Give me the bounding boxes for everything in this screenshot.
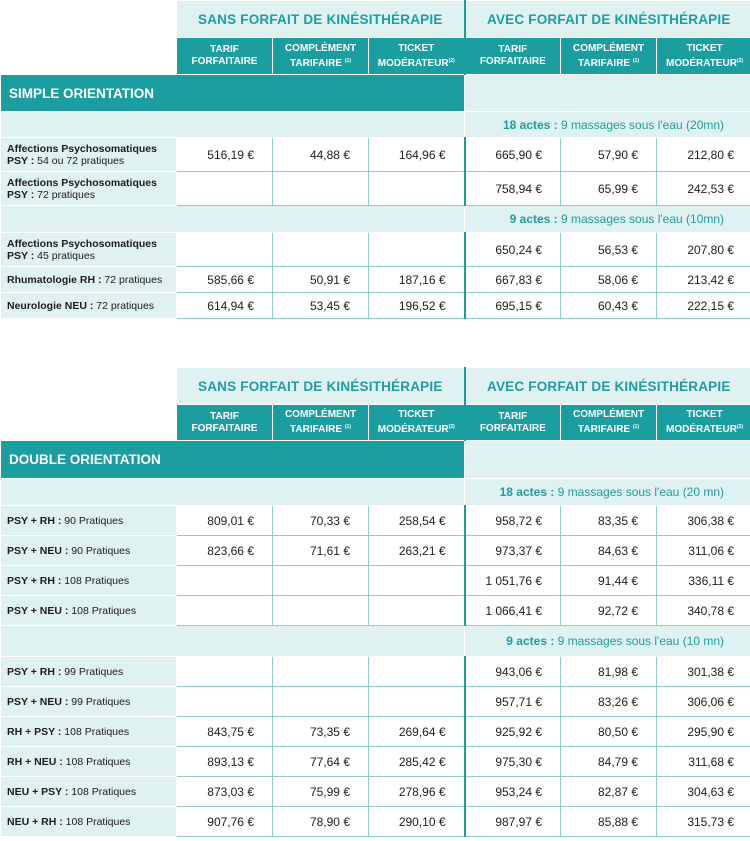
value-cell: 50,91 € [273, 267, 369, 293]
col-header-complement-tarifaire: COMPLÉMENT TARIFAIRE $^{(1)}$ [273, 405, 369, 441]
value-cell [273, 233, 369, 267]
value-cell: 242,53 € [657, 172, 750, 206]
value-cell: 71,61 € [273, 536, 369, 566]
table-row [1, 807, 750, 837]
value-cell: 1 051,76 € [465, 566, 561, 596]
value-cell [273, 566, 369, 596]
value-cell: 953,24 € [465, 777, 561, 807]
corner-blank [1, 1, 177, 38]
value-cell: 925,92 € [465, 717, 561, 747]
value-cell: 83,26 € [561, 687, 657, 717]
group-header-sans-forfait: SANS FORFAIT DE KINÉSITHÉRAPIE [177, 368, 465, 405]
value-cell [177, 233, 273, 267]
corner-blank [1, 368, 177, 405]
table-row [1, 536, 750, 566]
value-cell: 516,19 € [177, 138, 273, 172]
value-cell: 207,80 € [657, 233, 750, 267]
value-cell: 295,90 € [657, 717, 750, 747]
value-cell [177, 172, 273, 206]
value-cell: 304,63 € [657, 777, 750, 807]
col-header-ticket-moderateur: TICKET MODÉRATEUR$^{(2)}$ [657, 405, 750, 441]
value-cell: 213,42 € [657, 267, 750, 293]
value-cell [177, 657, 273, 687]
row-label: Affections Psychosomatiques PSY : 45 pratiques [1, 233, 177, 267]
value-cell: 258,54 € [369, 506, 465, 536]
table-row [1, 172, 750, 206]
value-cell: 306,38 € [657, 506, 750, 536]
value-cell: 56,53 € [561, 233, 657, 267]
value-cell: 843,75 € [177, 717, 273, 747]
value-cell: 83,35 € [561, 506, 657, 536]
value-cell: 70,33 € [273, 506, 369, 536]
value-cell: 907,76 € [177, 807, 273, 837]
value-cell [369, 596, 465, 626]
value-cell [177, 687, 273, 717]
row-label: PSY + RH : 99 Pratiques [1, 657, 177, 687]
col-header-tarif-forfaitaire: TARIF FORFAITAIRE [177, 405, 273, 441]
table-row [1, 506, 750, 536]
value-cell: 585,66 € [177, 267, 273, 293]
band-empty [1, 479, 465, 506]
band-empty [1, 626, 465, 657]
table-row [1, 747, 750, 777]
value-cell: 53,45 € [273, 293, 369, 319]
value-cell [369, 566, 465, 596]
band-empty [1, 112, 465, 138]
value-cell: 873,03 € [177, 777, 273, 807]
value-cell: 73,35 € [273, 717, 369, 747]
value-cell [177, 566, 273, 596]
col-header-ticket-moderateur: TICKET MODÉRATEUR$^{(2)}$ [657, 38, 750, 75]
value-cell: 196,52 € [369, 293, 465, 319]
table-row [1, 717, 750, 747]
value-cell: 340,78 € [657, 596, 750, 626]
value-cell: 222,15 € [657, 293, 750, 319]
value-cell: 80,50 € [561, 717, 657, 747]
value-cell: 164,96 € [369, 138, 465, 172]
group-header-avec-forfait: AVEC FORFAIT DE KINÉSITHÉRAPIE [465, 1, 750, 38]
table-row [1, 293, 750, 319]
value-cell: 809,01 € [177, 506, 273, 536]
value-cell: 823,66 € [177, 536, 273, 566]
row-label: PSY + NEU : 99 Pratiques [1, 687, 177, 717]
value-cell: 665,90 € [465, 138, 561, 172]
col-header-complement-tarifaire: COMPLÉMENT TARIFAIRE $^{(1)}$ [561, 405, 657, 441]
value-cell: 65,99 € [561, 172, 657, 206]
value-cell: 650,24 € [465, 233, 561, 267]
group-header-sans-forfait: SANS FORFAIT DE KINÉSITHÉRAPIE [177, 1, 465, 38]
value-cell: 82,87 € [561, 777, 657, 807]
value-cell: 336,11 € [657, 566, 750, 596]
value-cell: 695,15 € [465, 293, 561, 319]
value-cell: 311,06 € [657, 536, 750, 566]
col-header-tarif-forfaitaire: TARIF FORFAITAIRE [177, 38, 273, 75]
band-label-9-actes: 9 actes : 9 massages sous l'eau (10mn) [465, 206, 750, 233]
value-cell: 957,71 € [465, 687, 561, 717]
table-row [1, 777, 750, 807]
row-label: PSY + NEU : 108 Pratiques [1, 596, 177, 626]
corner-blank [1, 405, 177, 441]
value-cell: 893,13 € [177, 747, 273, 777]
band-label-18-actes: 18 actes : 9 massages sous l'eau (20mn) [465, 112, 750, 138]
value-cell [273, 596, 369, 626]
section-title-fill [465, 441, 750, 479]
col-header-ticket-moderateur: TICKET MODÉRATEUR$^{(2)}$ [369, 405, 465, 441]
value-cell: 78,90 € [273, 807, 369, 837]
value-cell: 263,21 € [369, 536, 465, 566]
value-cell: 60,43 € [561, 293, 657, 319]
value-cell: 758,94 € [465, 172, 561, 206]
col-header-complement-tarifaire: COMPLÉMENT TARIFAIRE $^{(1)}$ [561, 38, 657, 75]
value-cell: 92,72 € [561, 596, 657, 626]
row-label: RH + PSY : 108 Pratiques [1, 717, 177, 747]
corner-blank [1, 38, 177, 75]
row-label: Neurologie NEU : 72 pratiques [1, 293, 177, 319]
value-cell [369, 172, 465, 206]
row-label: PSY + RH : 108 Pratiques [1, 566, 177, 596]
row-label: NEU + RH : 108 Pratiques [1, 807, 177, 837]
value-cell: 943,06 € [465, 657, 561, 687]
value-cell [369, 233, 465, 267]
value-cell: 44,88 € [273, 138, 369, 172]
value-cell: 84,63 € [561, 536, 657, 566]
value-cell: 311,68 € [657, 747, 750, 777]
table-row [1, 233, 750, 267]
value-cell: 301,38 € [657, 657, 750, 687]
value-cell: 315,73 € [657, 807, 750, 837]
value-cell: 212,80 € [657, 138, 750, 172]
table-row [1, 687, 750, 717]
table-row [1, 138, 750, 172]
value-cell: 75,99 € [273, 777, 369, 807]
value-cell: 278,96 € [369, 777, 465, 807]
value-cell [369, 687, 465, 717]
band-label-9-actes: 9 actes : 9 massages sous l'eau (10 mn) [465, 626, 750, 657]
table-row [1, 596, 750, 626]
value-cell: 57,90 € [561, 138, 657, 172]
row-label: PSY + RH : 90 Pratiques [1, 506, 177, 536]
value-cell: 290,10 € [369, 807, 465, 837]
col-header-tarif-forfaitaire: TARIF FORFAITAIRE [465, 405, 561, 441]
value-cell: 306,06 € [657, 687, 750, 717]
value-cell: 614,94 € [177, 293, 273, 319]
band-label-18-actes: 18 actes : 9 massages sous l'eau (20 mn) [465, 479, 750, 506]
value-cell: 269,64 € [369, 717, 465, 747]
section-title-simple: SIMPLE ORIENTATION [1, 75, 465, 112]
value-cell [177, 596, 273, 626]
value-cell [369, 657, 465, 687]
row-label: NEU + PSY : 108 Pratiques [1, 777, 177, 807]
value-cell: 285,42 € [369, 747, 465, 777]
value-cell: 84,79 € [561, 747, 657, 777]
simple-orientation-table [0, 0, 750, 319]
value-cell: 987,97 € [465, 807, 561, 837]
value-cell [273, 657, 369, 687]
band-empty [1, 206, 465, 233]
table-row [1, 566, 750, 596]
section-title-double: DOUBLE ORIENTATION [1, 441, 465, 479]
double-orientation-table [0, 367, 750, 837]
value-cell: 975,30 € [465, 747, 561, 777]
value-cell [273, 172, 369, 206]
col-header-ticket-moderateur: TICKET MODÉRATEUR$^{(2)}$ [369, 38, 465, 75]
value-cell: 187,16 € [369, 267, 465, 293]
section-title-fill [465, 75, 750, 112]
value-cell: 58,06 € [561, 267, 657, 293]
value-cell: 81,98 € [561, 657, 657, 687]
group-header-avec-forfait: AVEC FORFAIT DE KINÉSITHÉRAPIE [465, 368, 750, 405]
value-cell: 973,37 € [465, 536, 561, 566]
value-cell: 91,44 € [561, 566, 657, 596]
value-cell [273, 687, 369, 717]
value-cell: 667,83 € [465, 267, 561, 293]
row-label: Affections Psychosomatiques PSY : 72 pratiques [1, 172, 177, 206]
row-label: Affections Psychosomatiques PSY : 54 ou 72 pratiques [1, 138, 177, 172]
table-row [1, 267, 750, 293]
value-cell: 85,88 € [561, 807, 657, 837]
row-label: PSY + NEU : 90 Pratiques [1, 536, 177, 566]
col-header-tarif-forfaitaire: TARIF FORFAITAIRE [465, 38, 561, 75]
value-cell: 77,64 € [273, 747, 369, 777]
row-label: RH + NEU : 108 Pratiques [1, 747, 177, 777]
row-label: Rhumatologie RH : 72 pratiques [1, 267, 177, 293]
table-row [1, 657, 750, 687]
value-cell: 1 066,41 € [465, 596, 561, 626]
value-cell: 958,72 € [465, 506, 561, 536]
col-header-complement-tarifaire: COMPLÉMENT TARIFAIRE $^{(1)}$ [273, 38, 369, 75]
